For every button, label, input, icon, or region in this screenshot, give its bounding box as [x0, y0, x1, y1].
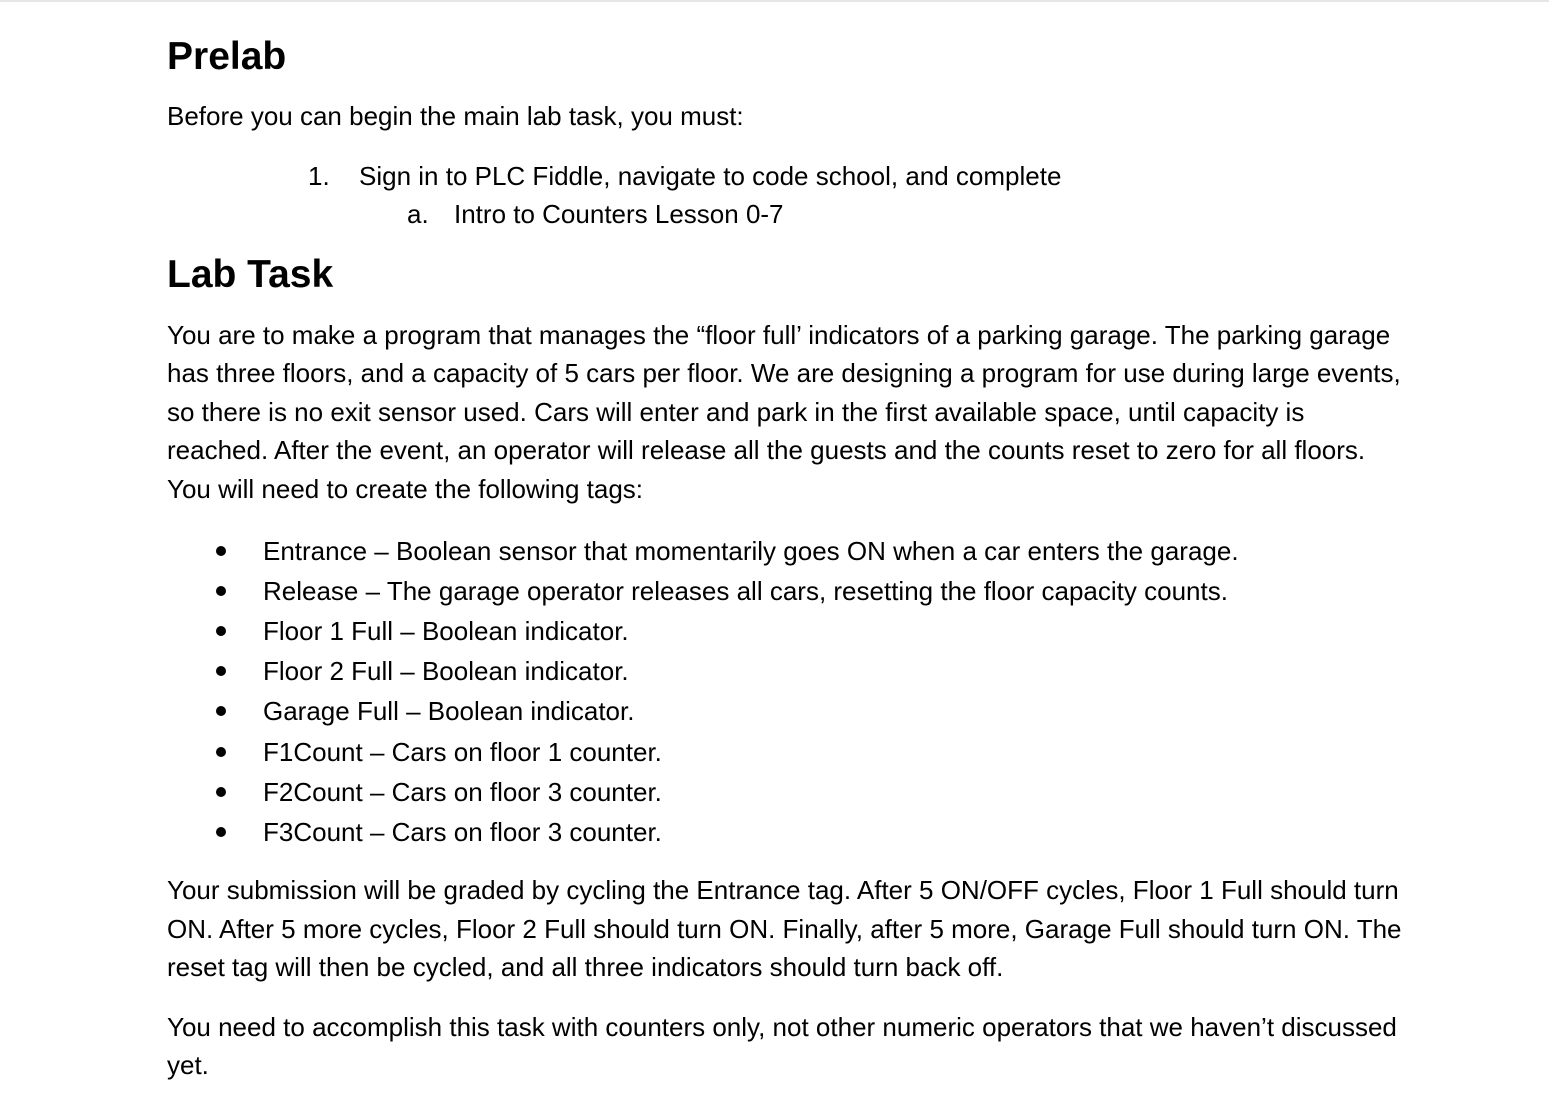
tag-text: F2Count – Cars on floor 3 counter. [263, 776, 662, 807]
lab-task-description: You are to make a program that manages the “floor full’ indicators of a parking garage. The parking garage has three floors, and a capacity of 5 cars per floor. We are designing a program for use during large events, so there is no exit sensor used. Cars will enter and park in the first available space, until capacity is reached. After the event, an operator will release all the guests and the counts reset to zero for all floors. You will need to create the following tags: [167, 319, 1401, 504]
list-item [167, 812, 1407, 852]
bullet-icon [216, 586, 226, 596]
list-item [167, 611, 1407, 651]
prelab-substep-item [407, 195, 784, 234]
list-item [167, 691, 1407, 731]
tag-text: F1Count – Cars on floor 1 counter. [263, 736, 662, 767]
tag-text: Entrance – Boolean sensor that momentarily goes ON when a car enters the garage. [263, 535, 1239, 566]
prelab-steps-list [167, 157, 1407, 239]
list-item [167, 651, 1407, 691]
bullet-icon [216, 706, 226, 716]
grading-paragraph: Your submission will be graded by cycling the Entrance tag. After 5 ON/OFF cycles, Floor 1 Full should turn ON. After 5 more cycles, Floor 2 Full should turn ON. Finally, after 5 more, Garage Full should turn ON. The reset tag will then be cycled, and all three indicators should turn back off. [167, 875, 1402, 983]
tag-text: Floor 2 Full – Boolean indicator. [263, 656, 629, 687]
prelab-heading: Prelab [167, 35, 287, 78]
prelab-substep-marker: a. [407, 198, 429, 229]
bullet-icon [216, 827, 226, 837]
tag-text: Garage Full – Boolean indicator. [263, 696, 635, 727]
bullet-icon [216, 787, 226, 797]
prelab-step-item [308, 157, 1062, 196]
list-item [167, 732, 1407, 772]
prelab-substep-text: Intro to Counters Lesson 0-7 [454, 198, 784, 229]
prelab-step-text: Sign in to PLC Fiddle, navigate to code school, and complete [359, 160, 1062, 191]
bullet-icon [216, 546, 226, 556]
lab-task-heading: Lab Task [167, 252, 334, 296]
constraint-paragraph: You need to accomplish this task with counters only, not other numeric operators that we haven’t discussed yet. [167, 1011, 1397, 1081]
list-item [167, 772, 1407, 812]
bullet-icon [216, 747, 226, 757]
bullet-icon [216, 666, 226, 676]
list-item [167, 571, 1407, 611]
page-top-border [0, 0, 1549, 2]
tag-text: Release – The garage operator releases all cars, resetting the floor capacity counts. [263, 575, 1228, 606]
document-page [167, 35, 1407, 1085]
list-item [167, 531, 1407, 571]
tag-text: F3Count – Cars on floor 3 counter. [263, 816, 662, 847]
tag-text: Floor 1 Full – Boolean indicator. [263, 615, 629, 646]
prelab-intro: Before you can begin the main lab task, you must: [167, 101, 744, 131]
tag-list [167, 531, 1407, 853]
bullet-icon [216, 626, 226, 636]
prelab-step-marker: 1. [308, 160, 330, 191]
